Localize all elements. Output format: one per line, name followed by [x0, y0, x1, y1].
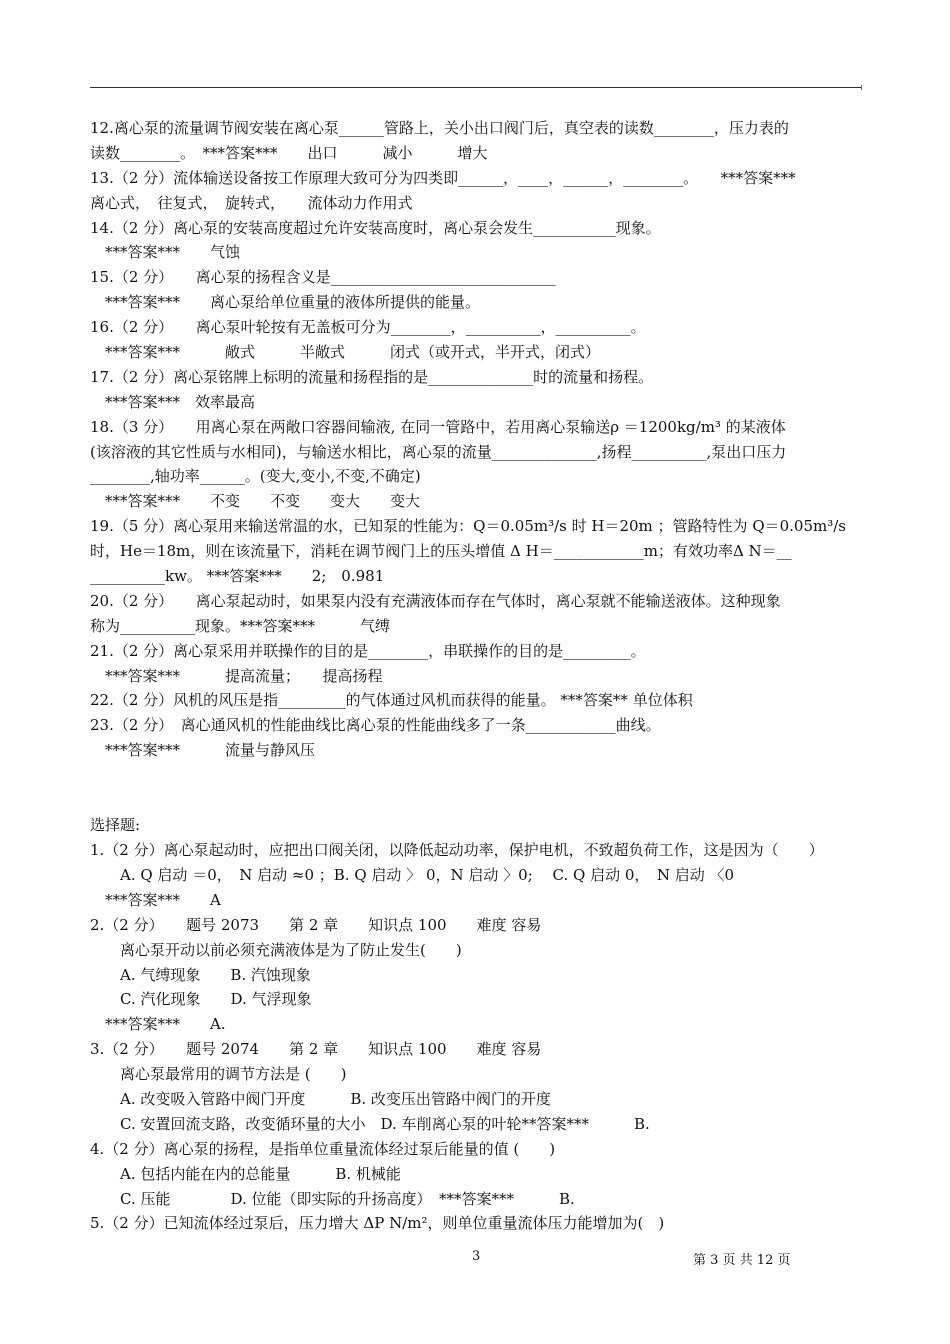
text-line: ***答案*** 敞式 半敞式 闭式（或开式，半开式，闭式） [90, 343, 601, 362]
text-line: 16.（2 分） 离心泵叶轮按有无盖板可分为________，__________，__________。 [90, 318, 646, 337]
document-body [90, 116, 865, 1236]
text-line: 4.（2 分）离心泵的扬程，是指单位重量流体经过泵后能量的值 ( ) [90, 1139, 556, 1158]
text-line: 21.（2 分）离心泵采用并联操作的目的是________，串联操作的目的是_________。 [90, 641, 646, 660]
text-line: 3.（2 分） 题号 2074 第 2 章 知识点 100 难度 容易 [90, 1040, 542, 1059]
section-gap [90, 763, 865, 813]
text-line: A. 包括内能在内的总能量 B. 机械能 [90, 1164, 401, 1183]
header-rule [90, 87, 862, 88]
text-line: 23.（2 分） 离心通风机的性能曲线比离心泵的性能曲线多了一条____________曲线。 [90, 716, 661, 735]
text-line: ***答案*** 不变 不变 变大 变大 [90, 492, 421, 511]
text-line: 离心泵最常用的调节方法是 ( ) [90, 1065, 347, 1084]
text-line: ***答案*** 流量与静风压 [90, 741, 316, 760]
text-line: ***答案*** 提高流量； 提高扬程 [90, 666, 383, 685]
text-line: 18.（3 分） 用离心泵在两敞口容器间输液, 在同一管路中，若用离心泵输送ρ ＝1200kg/m³ 的某液体 [90, 417, 786, 436]
text-line: 离心式， 往复式， 旋转式， 流体动力作用式 [90, 193, 413, 212]
text-line: 22.（2 分）风机的风压是指_________的气体通过风机而获得的能量。 ***答案** 单位体积 [90, 691, 693, 710]
text-line: 5.（2 分）已知流体经过泵后，压力增大 ΔP N/m²，则单位重量流体压力能增加为( ) [90, 1214, 665, 1233]
text-line: 14.（2 分）离心泵的安装高度超过允许安装高度时，离心泵会发生___________现象。 [90, 218, 661, 237]
text-line: 称为__________现象。***答案*** 气缚 [90, 616, 391, 635]
text-line: C. 压能 D. 位能（即实际的升扬高度） ***答案*** B. [90, 1189, 575, 1208]
section-title: 选择题: [90, 816, 141, 835]
text-line: 时，He＝18m，则在该流量下，消耗在调节阀门上的压头增值 Δ H＝____________m；有效功率Δ N＝__ [90, 542, 792, 561]
page-number: 3 [472, 1249, 481, 1264]
text-line: (该溶液的其它性质与水相同)，与输送水相比，离心泵的流量______________,扬程__________,泵出口压力 [90, 442, 787, 461]
text-line: __________kw。 ***答案*** 2; 0.981 [90, 567, 385, 586]
text-line: C. 安置回流支路，改变循环量的大小 D. 车削离心泵的叶轮**答案*** B. [90, 1114, 650, 1133]
header-rule-tick [861, 85, 862, 90]
page-info: 第 3 页 共 12 页 [693, 1253, 791, 1268]
text-line: 19.（5 分）离心泵用来输送常温的水，已知泵的性能为：Q＝0.05m³/s 时 H＝20m ；管路特性为 Q＝0.05m³/s [90, 517, 847, 536]
text-line: 12.离心泵的流量调节阀安装在离心泵______管路上，关小出口阀门后，真空表的读数________，压力表的 [90, 119, 789, 137]
text-line: 2.（2 分） 题号 2073 第 2 章 知识点 100 难度 容易 [90, 915, 542, 934]
text-line: A. Q 启动 ＝0， N 启动 ≈0 ；B. Q 启动 〉 0，N 启动 〉0; C. Q 启动 0， N 启动 〈0 [90, 865, 735, 884]
text-line: ***答案*** A. [90, 1015, 226, 1034]
text-line: ***答案*** 离心泵给单位重量的液体所提供的能量。 [90, 293, 481, 312]
text-line: C. 汽化现象 D. 气浮现象 [90, 990, 312, 1009]
text-line: 读数________。 ***答案*** 出口 减小 增大 [90, 143, 488, 162]
text-line: ***答案*** 气蚀 [90, 243, 241, 262]
text-line: 离心泵开动以前必须充满液体是为了防止发生( ) [90, 940, 462, 959]
text-line: 17.（2 分）离心泵铭牌上标明的流量和扬程指的是______________时的流量和扬程。 [90, 367, 654, 386]
text-line: A. 气缚现象 B. 汽蚀现象 [90, 965, 311, 984]
text-line: 1.（2 分）离心泵起动时，应把出口阀关闭，以降低起动功率，保护电机，不致超负荷工作，这是因为（ ） [90, 841, 824, 860]
text-line: 20.（2 分） 离心泵起动时，如果泵内没有充满液体而存在气体时，离心泵就不能输送液体。这种现象 [90, 591, 781, 610]
text-line: A. 改变吸入管路中阀门开度 B. 改变压出管路中阀门的开度 [90, 1089, 551, 1108]
text-line: 13.（2 分）流体输送设备按工作原理大致可分为四类即______，____，______，________。 ***答案*** [90, 168, 796, 187]
text-line: ________,轴功率______。(变大,变小,不变,不确定) [90, 467, 421, 486]
text-line: ***答案*** A [90, 890, 221, 909]
text-line: 15.（2 分） 离心泵的扬程含义是______________________________ [90, 268, 556, 287]
text-line: ***答案*** 效率最高 [90, 392, 256, 411]
